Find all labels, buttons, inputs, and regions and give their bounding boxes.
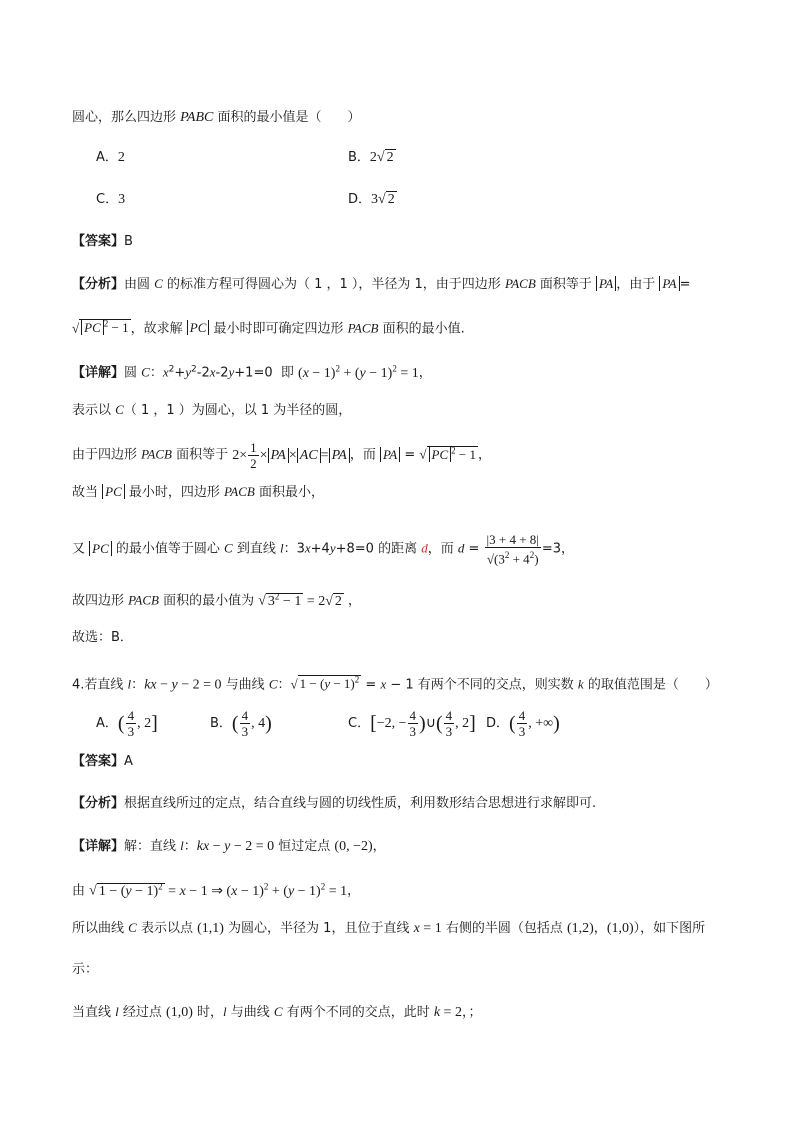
q4-detail-line3: 所以曲线 C 表示以点 (1,1) 为圆心，半径为 1，且位于直线 x = 1 右侧的半圆（包括点 (1,2)，(1,0)），如下图所 xyxy=(72,920,706,936)
q3-answer-value: B xyxy=(124,234,133,249)
q3-analysis-line2: √ PC $^2$ − 1 ，故求解 PC 最小时即可确定四边形 PACB 面积的最小值. xyxy=(72,319,465,337)
q4-stem: 4.若直线 l：kx − y − 2 = 0 与曲线 C：√ $1 - (y - 1)^2 = x - 1$ 有两个不同的交点，则实数 k 的取值范围是（ ） xyxy=(72,675,718,693)
q3-option-c: C．3 xyxy=(96,192,126,207)
q3-detail-line6: 故四边形 PACB 面积的最小值为 √ $3^2 - 1 = 2√$ 2 ， xyxy=(72,591,362,609)
q3-analysis-line1: 【分析】由圆 C 的标准方程可得圆心为（ 1 ，1 ），半径为 1，由于四边形 PACB 面积等于 PA ，由于 PA = xyxy=(72,276,691,292)
q4-analysis-label: 【分析】 xyxy=(72,796,125,811)
q4-detail-line5: 当直线 l 经过点 (1,0) 时，l 与曲线 C 有两个不同的交点，此时 k = 2，； xyxy=(72,1004,482,1020)
q3-stem-text: 圆心，那么四边形 PABC 面积的最小值是（ ） xyxy=(72,110,361,125)
q3-detail-line4: 故当 PC 最小时，四边形 PACB 面积最小， xyxy=(72,484,324,500)
q4-option-b: B．( $\frac{4}{3}$ , 4) xyxy=(210,708,272,739)
q3-stem xyxy=(72,108,360,128)
q4-detail-line1: 【详解】解：直线 l：kx − y − 2 = 0 恒过定点 (0, −2)， xyxy=(72,838,386,854)
q3-answer xyxy=(72,232,133,252)
q4-option-a: A．( $\frac{4}{3}$ , 2] xyxy=(96,708,158,739)
q3-detail-line1: 【详解】圆 C：$x^2+y^2-2x-2y+1=0$ 即 $(x - 1)^2 + (y - 1)^2 = 1$， xyxy=(72,363,432,381)
q4-analysis xyxy=(72,794,596,814)
q3-detail-line5: 又 PC 的最小值等于圆心 C 到直线 l：3x+4y+8=0 的距离 d，而 d = $\frac{|3 + 4 + 8|}{√(3^2 + 4^2)}$ =3， xyxy=(72,532,575,567)
q4-option-d: D．( $\frac{4}{3}$ , +∞) xyxy=(486,708,560,739)
q3-detail-line2: 表示以 C（ 1 ，1 ）为圆心，以 1 为半径的圆， xyxy=(72,402,352,418)
q3-option-b: B．2√ 2 xyxy=(348,150,394,165)
q4-answer-label: 【答案】 xyxy=(72,754,125,769)
q3-detail-line7: 故选：B． xyxy=(72,630,133,645)
q3-option-a: A．2 xyxy=(96,150,125,165)
q3-option-d: D．3√ 2 xyxy=(348,192,395,207)
q4-detail-line2: 由 √ $1 - (y - 1)^2 = x - 1$ ⇒ $(x - 1)^2 + (y - 1)^2 = 1$， xyxy=(72,881,361,899)
q3-detail-line3: 由于四边形 PACB 面积等于 2× $\frac{1}{2}$ × PA × AC = PA ，而 PA = √ PC $^2$ − 1 ， xyxy=(72,440,492,471)
q4-analysis-text: 根据直线所过的定点，结合直线与圆的切线性质，利用数形结合思想进行求解即可. xyxy=(124,796,597,811)
q4-option-c: C．[−2, − $\frac{4}{3}$ )∪( $\frac{4}{3}$ , 2] xyxy=(348,708,476,739)
q4-answer xyxy=(72,752,133,772)
q3-answer-label: 【答案】 xyxy=(72,234,125,249)
q4-detail-line4: 示： xyxy=(72,962,99,977)
q4-answer-value: A xyxy=(124,754,133,769)
